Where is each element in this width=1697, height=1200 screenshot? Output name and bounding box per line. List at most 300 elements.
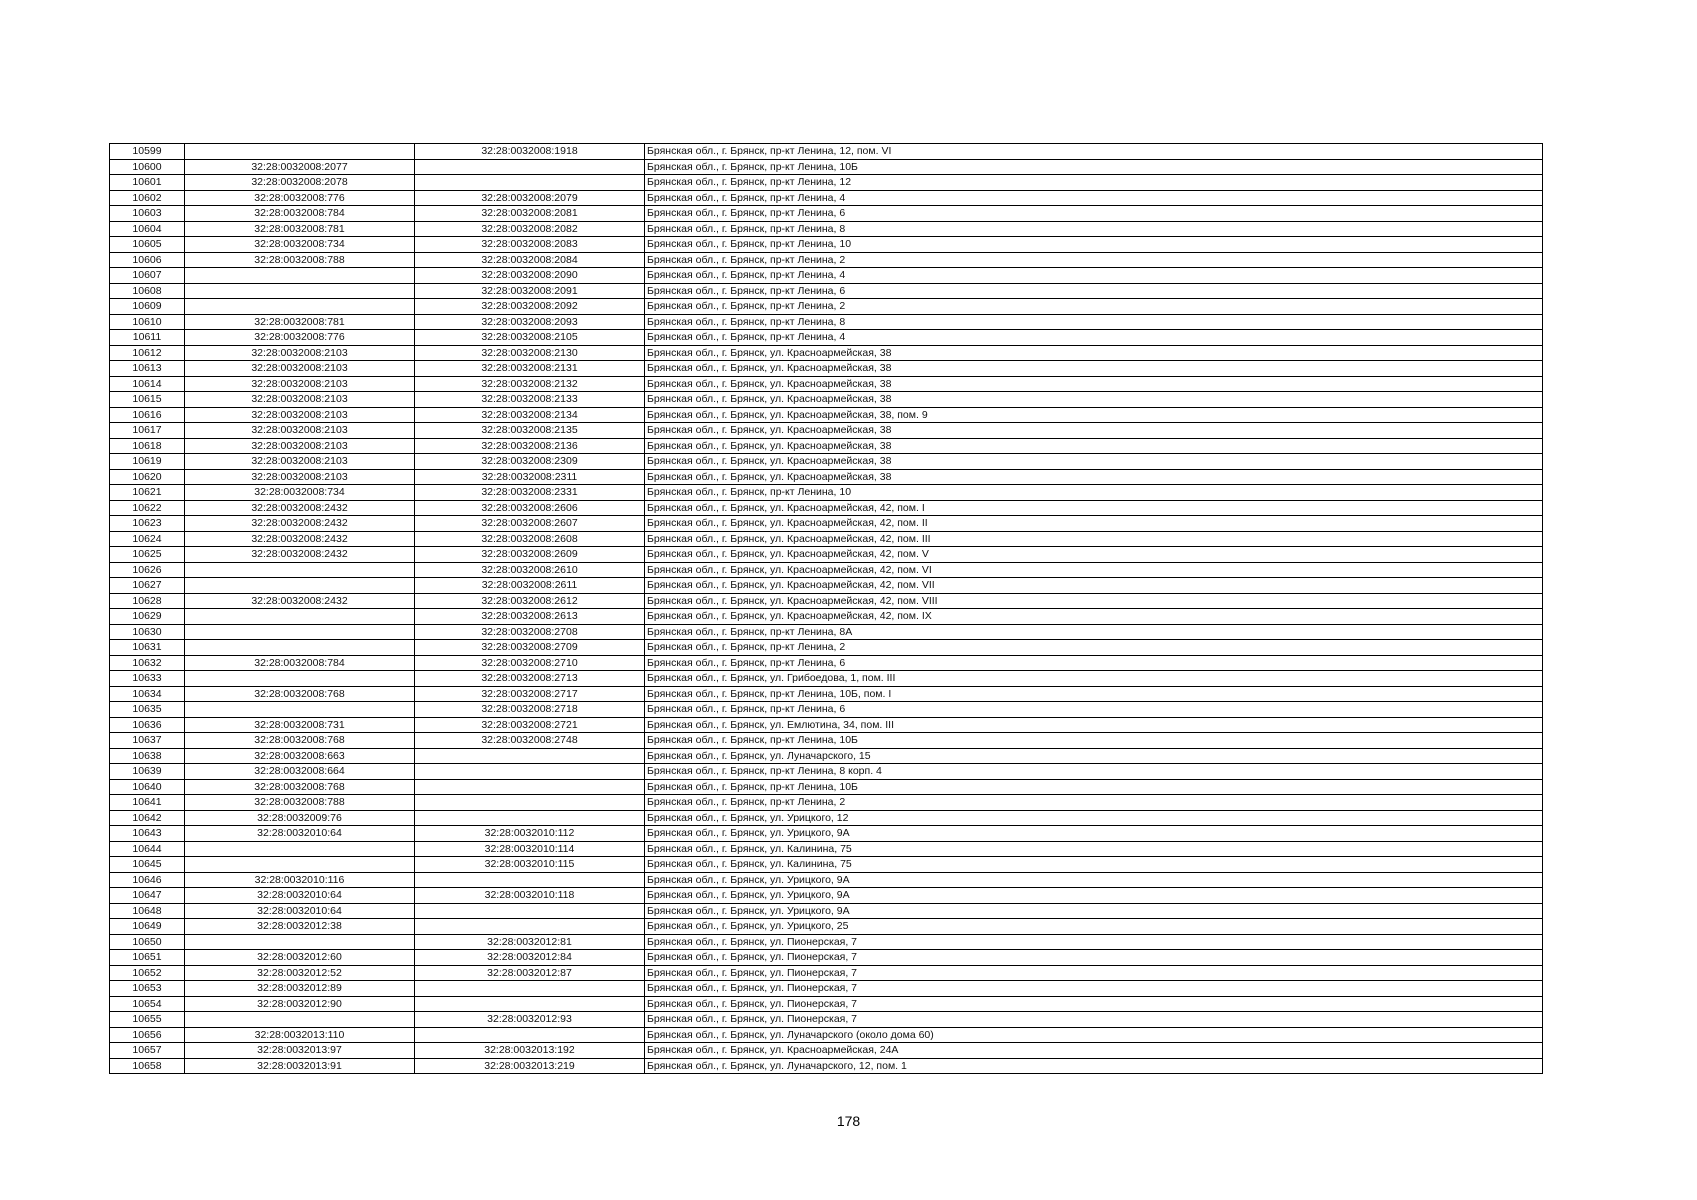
address-cell: Брянская обл., г. Брянск, ул. Урицкого, 9А — [645, 826, 1543, 842]
row-number-cell: 10658 — [110, 1058, 185, 1074]
parent-cadastral-number-cell: 32:28:0032008:788 — [185, 252, 415, 268]
address-cell: Брянская обл., г. Брянск, ул. Урицкого, 9А — [645, 872, 1543, 888]
address-cell: Брянская обл., г. Брянск, пр-кт Ленина, 10Б, пом. I — [645, 686, 1543, 702]
row-number-cell: 10642 — [110, 810, 185, 826]
address-cell: Брянская обл., г. Брянск, пр-кт Ленина, 4 — [645, 190, 1543, 206]
table-row — [110, 252, 1543, 268]
table-row — [110, 299, 1543, 315]
table-row — [110, 593, 1543, 609]
row-number-cell: 10647 — [110, 888, 185, 904]
address-cell: Брянская обл., г. Брянск, ул. Красноармейская, 38 — [645, 438, 1543, 454]
row-number-cell: 10632 — [110, 655, 185, 671]
parent-cadastral-number-cell: 32:28:0032012:89 — [185, 981, 415, 997]
address-cell: Брянская обл., г. Брянск, ул. Емлютина, 34, пом. III — [645, 717, 1543, 733]
table-row — [110, 764, 1543, 780]
cadastral-number-cell: 32:28:0032012:84 — [415, 950, 645, 966]
table-row — [110, 965, 1543, 981]
parent-cadastral-number-cell: 32:28:0032013:91 — [185, 1058, 415, 1074]
table-row — [110, 624, 1543, 640]
cadastral-number-cell: 32:28:0032008:2331 — [415, 485, 645, 501]
parent-cadastral-number-cell: 32:28:0032008:2103 — [185, 469, 415, 485]
cadastral-number-cell — [415, 159, 645, 175]
parent-cadastral-number-cell: 32:28:0032010:64 — [185, 888, 415, 904]
cadastral-number-cell: 32:28:0032008:2091 — [415, 283, 645, 299]
row-number-cell: 10656 — [110, 1027, 185, 1043]
cadastral-number-cell — [415, 1027, 645, 1043]
cadastral-number-cell: 32:28:0032008:2105 — [415, 330, 645, 346]
table-row — [110, 314, 1543, 330]
parent-cadastral-number-cell — [185, 268, 415, 284]
row-number-cell: 10634 — [110, 686, 185, 702]
parent-cadastral-number-cell: 32:28:0032008:2078 — [185, 175, 415, 191]
cadastral-number-cell: 32:28:0032008:2611 — [415, 578, 645, 594]
cadastral-number-cell: 32:28:0032008:2748 — [415, 733, 645, 749]
table-row — [110, 469, 1543, 485]
parent-cadastral-number-cell: 32:28:0032008:731 — [185, 717, 415, 733]
table-row — [110, 190, 1543, 206]
table-row — [110, 221, 1543, 237]
row-number-cell: 10607 — [110, 268, 185, 284]
parent-cadastral-number-cell: 32:28:0032008:734 — [185, 485, 415, 501]
table-row — [110, 795, 1543, 811]
cadastral-number-cell: 32:28:0032010:115 — [415, 857, 645, 873]
address-cell: Брянская обл., г. Брянск, ул. Красноармейская, 38 — [645, 376, 1543, 392]
row-number-cell: 10650 — [110, 934, 185, 950]
table-row — [110, 268, 1543, 284]
address-cell: Брянская обл., г. Брянск, ул. Красноармейская, 38 — [645, 361, 1543, 377]
parent-cadastral-number-cell: 32:28:0032008:2077 — [185, 159, 415, 175]
cadastral-number-cell: 32:28:0032008:2610 — [415, 562, 645, 578]
address-cell: Брянская обл., г. Брянск, пр-кт Ленина, 12 — [645, 175, 1543, 191]
row-number-cell: 10641 — [110, 795, 185, 811]
table-row — [110, 748, 1543, 764]
cadastral-number-cell: 32:28:0032008:2709 — [415, 640, 645, 656]
address-cell: Брянская обл., г. Брянск, ул. Красноармейская, 42, пом. III — [645, 531, 1543, 547]
row-number-cell: 10638 — [110, 748, 185, 764]
cadastral-number-cell: 32:28:0032010:114 — [415, 841, 645, 857]
address-cell: Брянская обл., г. Брянск, пр-кт Ленина, 4 — [645, 330, 1543, 346]
parent-cadastral-number-cell — [185, 609, 415, 625]
row-number-cell: 10621 — [110, 485, 185, 501]
parent-cadastral-number-cell: 32:28:0032008:784 — [185, 655, 415, 671]
cadastral-number-cell: 32:28:0032008:2136 — [415, 438, 645, 454]
table-row — [110, 531, 1543, 547]
table-row — [110, 717, 1543, 733]
row-number-cell: 10608 — [110, 283, 185, 299]
row-number-cell: 10628 — [110, 593, 185, 609]
row-number-cell: 10646 — [110, 872, 185, 888]
parent-cadastral-number-cell: 32:28:0032008:781 — [185, 314, 415, 330]
address-cell: Брянская обл., г. Брянск, ул. Красноармейская, 42, пом. V — [645, 547, 1543, 563]
cadastral-number-cell: 32:28:0032008:2309 — [415, 454, 645, 470]
address-cell: Брянская обл., г. Брянск, ул. Красноармейская, 42, пом. VII — [645, 578, 1543, 594]
table-row — [110, 981, 1543, 997]
parent-cadastral-number-cell: 32:28:0032008:734 — [185, 237, 415, 253]
address-cell: Брянская обл., г. Брянск, ул. Красноармейская, 42, пом. VI — [645, 562, 1543, 578]
address-cell: Брянская обл., г. Брянск, ул. Красноармейская, 38 — [645, 392, 1543, 408]
parent-cadastral-number-cell: 32:28:0032008:784 — [185, 206, 415, 222]
parent-cadastral-number-cell — [185, 283, 415, 299]
address-cell: Брянская обл., г. Брянск, ул. Красноармейская, 38 — [645, 469, 1543, 485]
cadastral-number-cell: 32:28:0032010:118 — [415, 888, 645, 904]
table-row — [110, 1027, 1543, 1043]
row-number-cell: 10613 — [110, 361, 185, 377]
address-cell: Брянская обл., г. Брянск, ул. Красноармейская, 38 — [645, 454, 1543, 470]
cadastral-number-cell: 32:28:0032008:2717 — [415, 686, 645, 702]
cadastral-number-cell: 32:28:0032008:2613 — [415, 609, 645, 625]
address-cell: Брянская обл., г. Брянск, ул. Красноармейская, 38 — [645, 345, 1543, 361]
address-cell: Брянская обл., г. Брянск, пр-кт Ленина, 2 — [645, 299, 1543, 315]
cadastral-number-cell — [415, 795, 645, 811]
address-cell: Брянская обл., г. Брянск, пр-кт Ленина, 4 — [645, 268, 1543, 284]
parent-cadastral-number-cell — [185, 702, 415, 718]
row-number-cell: 10627 — [110, 578, 185, 594]
address-cell: Брянская обл., г. Брянск, ул. Урицкого, 12 — [645, 810, 1543, 826]
address-cell: Брянская обл., г. Брянск, пр-кт Ленина, 10 — [645, 485, 1543, 501]
row-number-cell: 10648 — [110, 903, 185, 919]
row-number-cell: 10643 — [110, 826, 185, 842]
address-cell: Брянская обл., г. Брянск, пр-кт Ленина, 8 — [645, 314, 1543, 330]
table-row — [110, 485, 1543, 501]
row-number-cell: 10600 — [110, 159, 185, 175]
table-row — [110, 330, 1543, 346]
table-row — [110, 407, 1543, 423]
address-cell: Брянская обл., г. Брянск, ул. Луначарского, 12, пом. 1 — [645, 1058, 1543, 1074]
cadastral-number-cell — [415, 748, 645, 764]
address-cell: Брянская обл., г. Брянск, ул. Калинина, 75 — [645, 857, 1543, 873]
table-row — [110, 175, 1543, 191]
row-number-cell: 10644 — [110, 841, 185, 857]
cadastral-number-cell: 32:28:0032012:93 — [415, 1012, 645, 1028]
address-cell: Брянская обл., г. Брянск, ул. Пионерская, 7 — [645, 996, 1543, 1012]
parent-cadastral-number-cell: 32:28:0032008:2103 — [185, 423, 415, 439]
parent-cadastral-number-cell: 32:28:0032008:2432 — [185, 547, 415, 563]
row-number-cell: 10611 — [110, 330, 185, 346]
cadastral-number-cell: 32:28:0032013:219 — [415, 1058, 645, 1074]
row-number-cell: 10652 — [110, 965, 185, 981]
table-row — [110, 438, 1543, 454]
table-row — [110, 1043, 1543, 1059]
address-cell: Брянская обл., г. Брянск, ул. Красноармейская, 42, пом. II — [645, 516, 1543, 532]
parent-cadastral-number-cell — [185, 934, 415, 950]
table-row — [110, 1012, 1543, 1028]
table-row — [110, 562, 1543, 578]
row-number-cell: 10636 — [110, 717, 185, 733]
cadastral-number-cell: 32:28:0032008:2721 — [415, 717, 645, 733]
cadastral-number-cell: 32:28:0032008:2092 — [415, 299, 645, 315]
table-row — [110, 950, 1543, 966]
table-row — [110, 159, 1543, 175]
table-row — [110, 686, 1543, 702]
row-number-cell: 10622 — [110, 500, 185, 516]
address-cell: Брянская обл., г. Брянск, пр-кт Ленина, 8А — [645, 624, 1543, 640]
parent-cadastral-number-cell: 32:28:0032008:768 — [185, 779, 415, 795]
row-number-cell: 10625 — [110, 547, 185, 563]
row-number-cell: 10623 — [110, 516, 185, 532]
row-number-cell: 10657 — [110, 1043, 185, 1059]
cadastral-number-cell: 32:28:0032008:2131 — [415, 361, 645, 377]
table-row — [110, 345, 1543, 361]
parent-cadastral-number-cell: 32:28:0032010:64 — [185, 903, 415, 919]
parent-cadastral-number-cell: 32:28:0032008:776 — [185, 190, 415, 206]
cadastral-number-cell — [415, 996, 645, 1012]
cadastral-number-cell: 32:28:0032012:87 — [415, 965, 645, 981]
parent-cadastral-number-cell — [185, 857, 415, 873]
table-row — [110, 702, 1543, 718]
address-cell: Брянская обл., г. Брянск, пр-кт Ленина, 10Б — [645, 733, 1543, 749]
cadastral-number-cell — [415, 981, 645, 997]
cadastral-number-cell: 32:28:0032008:2083 — [415, 237, 645, 253]
cadastral-number-cell: 32:28:0032008:2090 — [415, 268, 645, 284]
parent-cadastral-number-cell: 32:28:0032012:90 — [185, 996, 415, 1012]
address-cell: Брянская обл., г. Брянск, пр-кт Ленина, 2 — [645, 640, 1543, 656]
cadastral-number-cell: 32:28:0032008:2132 — [415, 376, 645, 392]
table-row — [110, 206, 1543, 222]
cadastral-number-cell: 32:28:0032008:2130 — [415, 345, 645, 361]
cadastral-number-cell — [415, 764, 645, 780]
row-number-cell: 10616 — [110, 407, 185, 423]
row-number-cell: 10645 — [110, 857, 185, 873]
parent-cadastral-number-cell: 32:28:0032012:38 — [185, 919, 415, 935]
cadastral-number-cell: 32:28:0032008:2093 — [415, 314, 645, 330]
row-number-cell: 10614 — [110, 376, 185, 392]
row-number-cell: 10612 — [110, 345, 185, 361]
row-number-cell: 10635 — [110, 702, 185, 718]
parent-cadastral-number-cell: 32:28:0032009:76 — [185, 810, 415, 826]
table-row — [110, 841, 1543, 857]
parent-cadastral-number-cell: 32:28:0032008:2103 — [185, 345, 415, 361]
row-number-cell: 10630 — [110, 624, 185, 640]
row-number-cell: 10601 — [110, 175, 185, 191]
parent-cadastral-number-cell: 32:28:0032013:110 — [185, 1027, 415, 1043]
parent-cadastral-number-cell: 32:28:0032008:768 — [185, 733, 415, 749]
row-number-cell: 10629 — [110, 609, 185, 625]
table-row — [110, 826, 1543, 842]
table-row — [110, 361, 1543, 377]
cadastral-number-cell: 32:28:0032008:1918 — [415, 144, 645, 160]
parent-cadastral-number-cell: 32:28:0032008:2103 — [185, 438, 415, 454]
table-row — [110, 640, 1543, 656]
table-row — [110, 547, 1543, 563]
table-row — [110, 423, 1543, 439]
address-cell: Брянская обл., г. Брянск, пр-кт Ленина, 6 — [645, 702, 1543, 718]
address-cell: Брянская обл., г. Брянск, ул. Пионерская, 7 — [645, 965, 1543, 981]
address-cell: Брянская обл., г. Брянск, пр-кт Ленина, 6 — [645, 206, 1543, 222]
row-number-cell: 10619 — [110, 454, 185, 470]
cadastral-number-cell: 32:28:0032008:2607 — [415, 516, 645, 532]
row-number-cell: 10617 — [110, 423, 185, 439]
parent-cadastral-number-cell: 32:28:0032008:2103 — [185, 392, 415, 408]
parent-cadastral-number-cell: 32:28:0032008:776 — [185, 330, 415, 346]
row-number-cell: 10624 — [110, 531, 185, 547]
parent-cadastral-number-cell: 32:28:0032012:60 — [185, 950, 415, 966]
row-number-cell: 10649 — [110, 919, 185, 935]
cadastral-number-cell: 32:28:0032008:2608 — [415, 531, 645, 547]
cadastral-number-cell: 32:28:0032008:2713 — [415, 671, 645, 687]
table-row — [110, 779, 1543, 795]
parent-cadastral-number-cell: 32:28:0032008:2103 — [185, 407, 415, 423]
address-cell: Брянская обл., г. Брянск, пр-кт Ленина, 12, пом. VI — [645, 144, 1543, 160]
parent-cadastral-number-cell — [185, 841, 415, 857]
address-cell: Брянская обл., г. Брянск, ул. Луначарского, 15 — [645, 748, 1543, 764]
address-cell: Брянская обл., г. Брянск, ул. Пионерская, 7 — [645, 950, 1543, 966]
address-cell: Брянская обл., г. Брянск, пр-кт Ленина, 8 корп. 4 — [645, 764, 1543, 780]
row-number-cell: 10610 — [110, 314, 185, 330]
cadastral-number-cell — [415, 175, 645, 191]
address-cell: Брянская обл., г. Брянск, пр-кт Ленина, 2 — [645, 795, 1543, 811]
cadastral-number-cell: 32:28:0032008:2135 — [415, 423, 645, 439]
parent-cadastral-number-cell — [185, 1012, 415, 1028]
address-cell: Брянская обл., г. Брянск, ул. Урицкого, 25 — [645, 919, 1543, 935]
address-cell: Брянская обл., г. Брянск, ул. Урицкого, 9А — [645, 888, 1543, 904]
cadastral-number-cell: 32:28:0032008:2082 — [415, 221, 645, 237]
cadastral-number-cell — [415, 903, 645, 919]
parent-cadastral-number-cell — [185, 640, 415, 656]
table-row — [110, 903, 1543, 919]
address-cell: Брянская обл., г. Брянск, пр-кт Ленина, 6 — [645, 655, 1543, 671]
cadastral-number-cell: 32:28:0032008:2606 — [415, 500, 645, 516]
parent-cadastral-number-cell: 32:28:0032008:2432 — [185, 531, 415, 547]
cadastral-number-cell: 32:28:0032010:112 — [415, 826, 645, 842]
address-cell: Брянская обл., г. Брянск, пр-кт Ленина, 8 — [645, 221, 1543, 237]
address-cell: Брянская обл., г. Брянск, ул. Грибоедова, 1, пом. III — [645, 671, 1543, 687]
parent-cadastral-number-cell: 32:28:0032012:52 — [185, 965, 415, 981]
cadastral-number-cell: 32:28:0032008:2710 — [415, 655, 645, 671]
cadastral-number-cell: 32:28:0032008:2609 — [415, 547, 645, 563]
row-number-cell: 10603 — [110, 206, 185, 222]
cadastral-number-cell: 32:28:0032008:2133 — [415, 392, 645, 408]
table-row — [110, 671, 1543, 687]
table-row — [110, 376, 1543, 392]
address-cell: Брянская обл., г. Брянск, пр-кт Ленина, 10 — [645, 237, 1543, 253]
address-cell: Брянская обл., г. Брянск, ул. Пионерская, 7 — [645, 1012, 1543, 1028]
parent-cadastral-number-cell — [185, 144, 415, 160]
row-number-cell: 10633 — [110, 671, 185, 687]
row-number-cell: 10631 — [110, 640, 185, 656]
address-cell: Брянская обл., г. Брянск, ул. Пионерская, 7 — [645, 934, 1543, 950]
parent-cadastral-number-cell: 32:28:0032008:663 — [185, 748, 415, 764]
records-table — [109, 143, 1543, 1074]
cadastral-number-cell: 32:28:0032008:2612 — [415, 593, 645, 609]
row-number-cell: 10654 — [110, 996, 185, 1012]
table-row — [110, 237, 1543, 253]
row-number-cell: 10605 — [110, 237, 185, 253]
row-number-cell: 10609 — [110, 299, 185, 315]
cadastral-number-cell: 32:28:0032012:81 — [415, 934, 645, 950]
row-number-cell: 10602 — [110, 190, 185, 206]
address-cell: Брянская обл., г. Брянск, ул. Красноармейская, 42, пом. VIII — [645, 593, 1543, 609]
table-row — [110, 996, 1543, 1012]
table-row — [110, 934, 1543, 950]
table-row — [110, 392, 1543, 408]
address-cell: Брянская обл., г. Брянск, ул. Калинина, 75 — [645, 841, 1543, 857]
parent-cadastral-number-cell: 32:28:0032008:2432 — [185, 500, 415, 516]
table-row — [110, 500, 1543, 516]
table-row — [110, 516, 1543, 532]
address-cell: Брянская обл., г. Брянск, ул. Пионерская, 7 — [645, 981, 1543, 997]
table-row — [110, 144, 1543, 160]
parent-cadastral-number-cell — [185, 578, 415, 594]
table-row — [110, 857, 1543, 873]
table-row — [110, 888, 1543, 904]
cadastral-number-cell: 32:28:0032008:2084 — [415, 252, 645, 268]
cadastral-number-cell — [415, 810, 645, 826]
row-number-cell: 10615 — [110, 392, 185, 408]
row-number-cell: 10626 — [110, 562, 185, 578]
address-cell: Брянская обл., г. Брянск, ул. Урицкого, 9А — [645, 903, 1543, 919]
parent-cadastral-number-cell: 32:28:0032008:2432 — [185, 516, 415, 532]
table-row — [110, 733, 1543, 749]
table-row — [110, 578, 1543, 594]
row-number-cell: 10640 — [110, 779, 185, 795]
address-cell: Брянская обл., г. Брянск, пр-кт Ленина, 6 — [645, 283, 1543, 299]
address-cell: Брянская обл., г. Брянск, ул. Красноармейская, 24А — [645, 1043, 1543, 1059]
table-row — [110, 609, 1543, 625]
parent-cadastral-number-cell: 32:28:0032013:97 — [185, 1043, 415, 1059]
cadastral-number-cell: 32:28:0032008:2079 — [415, 190, 645, 206]
table-row — [110, 283, 1543, 299]
row-number-cell: 10639 — [110, 764, 185, 780]
cadastral-number-cell: 32:28:0032013:192 — [415, 1043, 645, 1059]
address-cell: Брянская обл., г. Брянск, пр-кт Ленина, 2 — [645, 252, 1543, 268]
parent-cadastral-number-cell — [185, 299, 415, 315]
cadastral-number-cell: 32:28:0032008:2708 — [415, 624, 645, 640]
table-row — [110, 919, 1543, 935]
table-row — [110, 810, 1543, 826]
parent-cadastral-number-cell: 32:28:0032010:116 — [185, 872, 415, 888]
cadastral-number-cell — [415, 919, 645, 935]
address-cell: Брянская обл., г. Брянск, ул. Красноармейская, 42, пом. I — [645, 500, 1543, 516]
row-number-cell: 10599 — [110, 144, 185, 160]
row-number-cell: 10651 — [110, 950, 185, 966]
row-number-cell: 10653 — [110, 981, 185, 997]
cadastral-number-cell — [415, 872, 645, 888]
row-number-cell: 10620 — [110, 469, 185, 485]
address-cell: Брянская обл., г. Брянск, пр-кт Ленина, 10Б — [645, 159, 1543, 175]
cadastral-number-cell: 32:28:0032008:2311 — [415, 469, 645, 485]
row-number-cell: 10604 — [110, 221, 185, 237]
parent-cadastral-number-cell: 32:28:0032008:788 — [185, 795, 415, 811]
table-row — [110, 655, 1543, 671]
row-number-cell: 10606 — [110, 252, 185, 268]
address-cell: Брянская обл., г. Брянск, пр-кт Ленина, 10Б — [645, 779, 1543, 795]
row-number-cell: 10655 — [110, 1012, 185, 1028]
parent-cadastral-number-cell — [185, 671, 415, 687]
cadastral-number-cell — [415, 779, 645, 795]
parent-cadastral-number-cell: 32:28:0032008:768 — [185, 686, 415, 702]
address-cell: Брянская обл., г. Брянск, ул. Красноармейская, 38, пом. 9 — [645, 407, 1543, 423]
parent-cadastral-number-cell: 32:28:0032010:64 — [185, 826, 415, 842]
address-cell: Брянская обл., г. Брянск, ул. Красноармейская, 42, пом. IX — [645, 609, 1543, 625]
row-number-cell: 10637 — [110, 733, 185, 749]
cadastral-number-cell: 32:28:0032008:2134 — [415, 407, 645, 423]
address-cell: Брянская обл., г. Брянск, ул. Красноармейская, 38 — [645, 423, 1543, 439]
address-cell: Брянская обл., г. Брянск, ул. Луначарского (около дома 60) — [645, 1027, 1543, 1043]
parent-cadastral-number-cell — [185, 562, 415, 578]
parent-cadastral-number-cell: 32:28:0032008:2103 — [185, 454, 415, 470]
parent-cadastral-number-cell: 32:28:0032008:781 — [185, 221, 415, 237]
parent-cadastral-number-cell: 32:28:0032008:2432 — [185, 593, 415, 609]
row-number-cell: 10618 — [110, 438, 185, 454]
cadastral-number-cell: 32:28:0032008:2718 — [415, 702, 645, 718]
cadastral-number-cell: 32:28:0032008:2081 — [415, 206, 645, 222]
records-table-body — [110, 144, 1543, 1074]
parent-cadastral-number-cell: 32:28:0032008:2103 — [185, 361, 415, 377]
table-row — [110, 872, 1543, 888]
parent-cadastral-number-cell — [185, 624, 415, 640]
page-number: 178 — [836, 1113, 861, 1129]
table-row — [110, 454, 1543, 470]
